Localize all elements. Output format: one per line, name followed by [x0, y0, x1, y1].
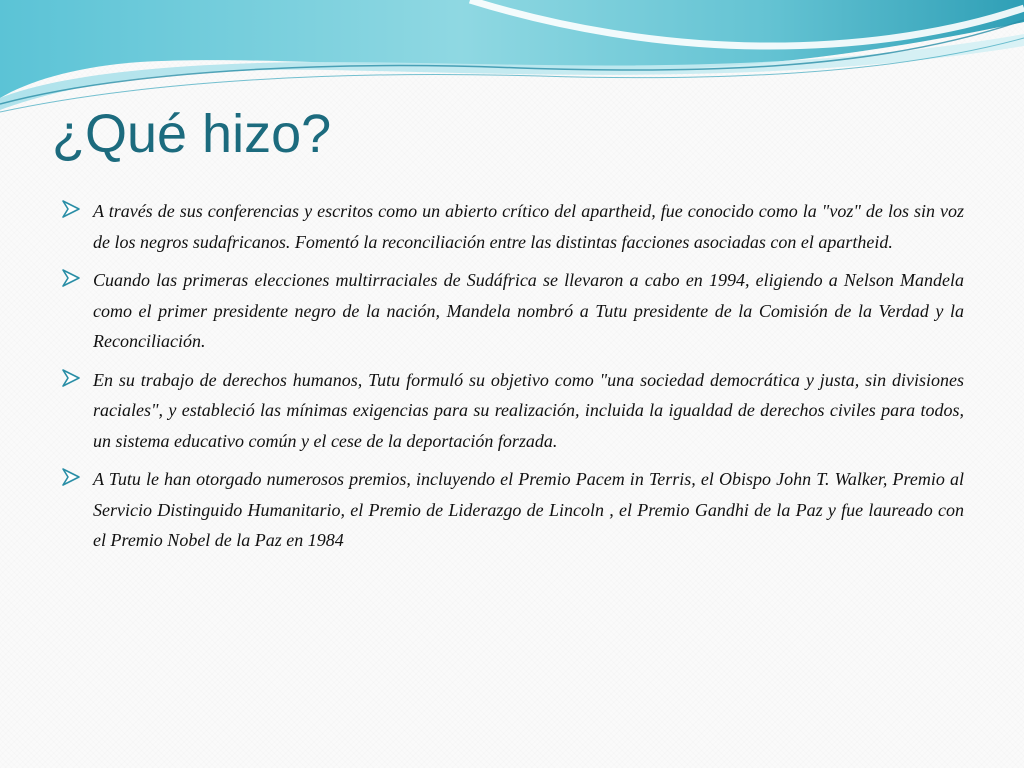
arrow-bullet-icon: [60, 367, 82, 389]
bullet-item: [60, 265, 964, 357]
bullet-text: En su trabajo de derechos humanos, Tutu formuló su objetivo como "una sociedad democrática y justa, sin divisiones raciales", y estableció las mínimas exigencias para su realización, incluida la igualdad de derechos civiles para todos, un sistema educativo común y el cese de la deportación forzada.: [93, 369, 964, 451]
slide-title: ¿Qué hizo?: [52, 104, 332, 164]
arrow-bullet-icon: [60, 267, 82, 289]
bullet-text: Cuando las primeras elecciones multirraciales de Sudáfrica se llevaron a cabo en 1994, eligiendo a Nelson Mandela como el primer presidente negro de la nación, Mandela nombró a Tutu presidente de la Comisión de la Verdad y la Reconciliación.: [93, 270, 964, 351]
bullet-text: A través de sus conferencias y escritos como un abierto crítico del apartheid, fue conocido como la "voz" de los sin voz de los negros sudafricanos. Fomentó la reconciliación entre las distintas facciones asociadas con el apartheid.: [93, 201, 964, 252]
bullet-list: [60, 196, 964, 564]
arrow-bullet-icon: [60, 466, 82, 488]
bullet-item: [60, 365, 964, 457]
arrow-bullet-icon: [60, 198, 82, 220]
bullet-text: A Tutu le han otorgado numerosos premios, incluyendo el Premio Pacem in Terris, el Obispo John T. Walker, Premio al Servicio Distinguido Humanitario, el Premio de Liderazgo de Lincoln , el Premio Gandhi de la Paz y fue laureado con el Premio Nobel de la Paz en 1984: [93, 469, 964, 550]
bullet-item: [60, 196, 964, 257]
bullet-item: [60, 464, 964, 556]
